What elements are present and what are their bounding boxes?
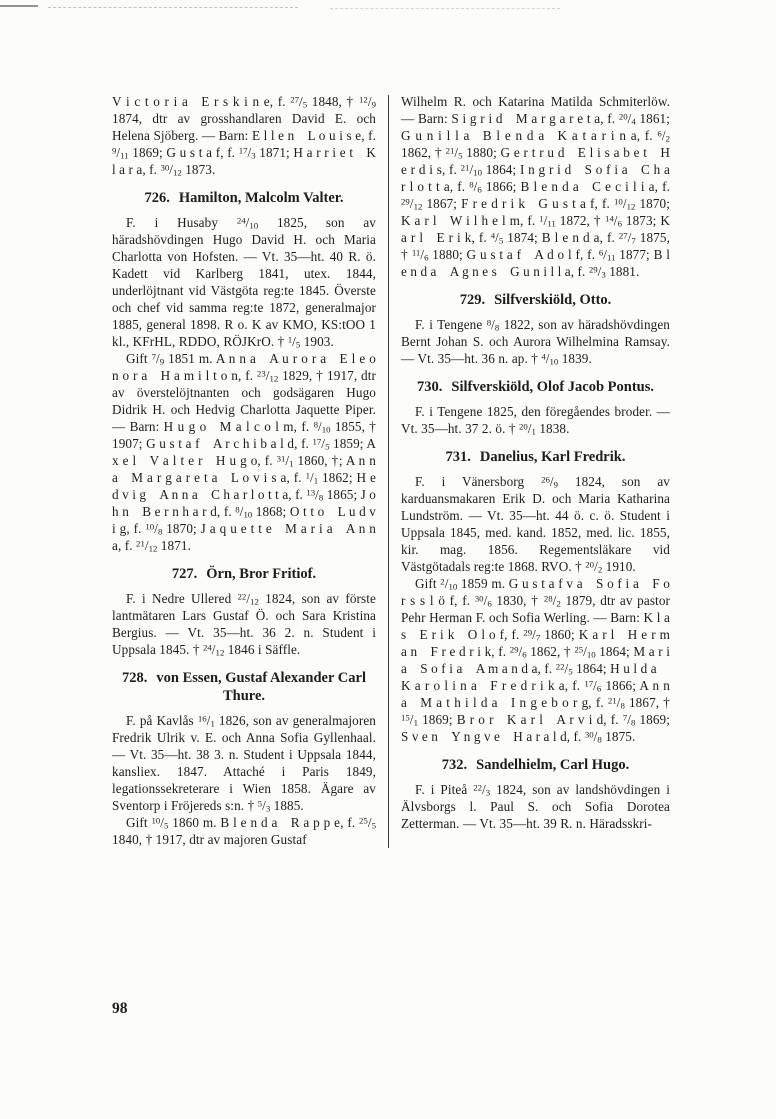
entry-number: 727. [171,566,198,582]
entry-number: 732. [441,757,468,773]
two-column-text [112,93,670,848]
entry-heading-727 [112,565,376,583]
entry-heading-731 [401,448,670,466]
scan-artifact-dash [0,5,38,7]
entry-paragraph: Gift $^7/_9$ 1851 m. A n n a A u r o r a E l e o n o r a H a m i l t o n, f. $^{23}/_{12}$ 1829, † 1917, dtr av överstelöjtnanten och godsägaren Hugo Didrik H. och Hedvig Charlotta Jaquette Piper. — Barn: H u g o M a l c o l m, f. $^8/_{10}$ 1855, † 1907; G u s t a f A r c h i b a l d, f. $^{17}/_5$ 1859; A x e l V a l t e r H u g o, f. $^{31}/_1$ 1860, †; A n n a M a r g a r e t a L o v i s a, f. $^1/_1$ 1862; H e d v i g A n n a C h a r l o t t a, f. $^{13}/_8$ 1865; J o h n B e r n h a r d, f. $^8/_{10}$ 1868; O t t o L u d v i g, f. $^{10}/_8$ 1870; J a q u e t t e M a r i a A n n a, f. $^{21}/_{12}$ 1871. [112,351,377,554]
page-number: 98 [112,1000,128,1017]
entry-paragraph: Gift $^{10}/_5$ 1860 m. B l e n d a R a p p e, f. $^{25}/_5$ 1840, † 1917, dtr av majoren Gustaf [112,815,376,847]
entry-title: Danelius, Karl Fredrik. [479,449,626,465]
entry-paragraph: F. i Nedre Ullered $^{22}/_{12}$ 1824, son av förste lantmätaren Lars Gustaf Ö. och Sara Kristina Bergius. — Vt. 35—ht. 36 2. n. Student i Uppsala 1845. † $^{24}/_{12}$ 1846 i Säffle. [112,591,376,658]
entry-title: Silfverskiöld, Olof Jacob Pontus. [451,379,654,395]
entry-paragraph: F. på Kavlås $^{16}/_1$ 1826, son av generalmajoren Fredrik Ulrik v. E. och Anna Sofia Gyllenhaal. — Vt. 35—ht. 38 3. n. Student i Uppsala 1844, kansliex. 1847. Attaché i Paris 1849, legationssekreterare i Wien 1858. Ägare av Sventorp i Fröjereds s:n. † $^5/_3$ 1885. [112,713,376,814]
entry-number: 730. [417,379,443,395]
entry-number: 731. [445,449,471,465]
entry-title: von Essen, Gustaf Alexander Carl Thure. [156,670,366,704]
entry-paragraph: F. i Piteå $^{22}/_3$ 1824, son av landshövdingen i Älvsborgs l. Paul S. och Sofia Dorotea Zetterman. — Vt. 35—ht. 39 R. n. Häradsskri- [401,782,670,831]
entry-paragraph: Gift $^2/_{10}$ 1859 m. G u s t a f v a S o f i a F o r s s l ö f, f. $^{30}/_6$ 1830, † $^{28}/_2$ 1879, dtr av pastor Pehr Herman F. och Sofia Werling. — Barn: K l a s E r i k O l o f, f. $^{29}/_7$ 1860; K a r l H e r m a n F r e d r i k, f. $^{29}/_6$ 1862, † $^{25}/_{10}$ 1864; M a r i a S o f i a A m a n d a, f. $^{22}/_5$ 1864; H u l d a K a r o l i n a F r e d r i k a, f. $^{17}/_6$ 1866; A n n a M a t h i l d a I n g e b o r g, f. $^{21}/_8$ 1867, † $^{15}/_1$ 1869; B r o r K a r l A r v i d, f. $^7/_8$ 1869; S v e n Y n g v e H a r a l d, f. $^{30}/_8$ 1875. [401,576,671,745]
entry-paragraph: F. i Vänersborg $^{26}/_9$ 1824, son av karduansmakaren Erik D. och Maria Katharina Lundström. — Vt. 35—ht. 44 ö. c. ö. Student i Uppsala 1845, med. kand. 1852, med. lic. 1855, kir. mag. 1856. Regementsläkare vid Västgötadals reg:te 1868. RVO. † $^{20}/_2$ 1910. [401,474,670,575]
entry-heading-732 [401,756,670,774]
entry-heading-729 [401,291,670,309]
scan-artifact-line [330,8,560,9]
left-column [112,93,376,848]
right-column [401,93,670,848]
entry-paragraph: F. i Husaby $^{24}/_{10}$ 1825, son av häradshövdingen Hugo David H. och Maria Charlotta von Hofsten. — Vt. 35—ht. 40 R. ö. Kadett vid Karlberg 1841, utex. 1844, underlöjtnant vid Västgöta reg:te 1845. Överste och chef vid samma reg:te 1872, generalmajor 1885, general 1898. R o. K av KMO, KS:tOO 1 kl., KFrHL, RDDO, RÖJKrO. † $^1/_5$ 1903. [112,215,376,350]
entry-number: 726. [144,190,170,206]
entry-paragraph: F. i Tengene $^8/_8$ 1822, son av häradshövdingen Bernt Johan S. och Aurora Wilhelmina Ramsay. — Vt. 35—ht. 36 n. ap. † $^4/_{10}$ 1839. [401,317,670,367]
entry-title: Hamilton, Malcolm Valter. [178,190,344,206]
entry-number: 728. [122,670,148,686]
entry-title: Sandelhielm, Carl Hugo. [476,757,630,773]
entry-heading-728 [112,669,376,705]
entry-title: Örn, Bror Fritiof. [206,566,317,582]
scan-artifact-line [48,7,298,8]
column-divider-rule [388,95,389,848]
entry-heading-730 [401,378,670,396]
entry-number: 729. [459,292,486,308]
entry-title: Silfverskiöld, Otto. [494,292,612,308]
entry-paragraph-continuation: V i c t o r i a E r s k i n e, f. $^{27}/_5$ 1848, † $^{12}/_9$ 1874, dtr av grosshandlaren David E. och Helena Sjöberg. — Barn: E l l e n L o u i s e, f. $^9/_{11}$ 1869; G u s t a f, f. $^{17}/_3$ 1871; H a r r i e t K l a r a, f. $^{30}/_{12}$ 1873. [112,94,377,178]
entry-paragraph: F. i Tengene 1825, den föregåendes broder. — Vt. 35—ht. 37 2. ö. † $^{20}/_1$ 1838. [401,404,670,437]
entry-paragraph-continuation: Wilhelm R. och Katarina Matilda Schmiterlöw. — Barn: S i g r i d M a r g a r e t a, f. $^{20}/_4$ 1861; G u n i l l a B l e n d a K a t a r i n a, f. $^6/_2$ 1862, † $^{21}/_5$ 1880; G e r t r u d E l i s a b e t H e r d i s, f. $^{21}/_{10}$ 1864; I n g r i d S o f i a C h a r l o t t a, f. $^8/_6$ 1866; B l e n d a C e c i l i a, f. $^{29}/_{12}$ 1867; F r e d r i k G u s t a f, f. $^{10}/_{12}$ 1870; K a r l W i l h e l m, f. $^1/_{11}$ 1872, † $^{14}/_6$ 1873; K a r l E r i k, f. $^4/_5$ 1874; B l e n d a, f. $^{27}/_7$ 1875, † $^{11}/_6$ 1880; G u s t a f A d o l f, f. $^6/_{11}$ 1877; B l e n d a A g n e s G u n i l l a, f. $^{29}/_3$ 1881. [401,94,670,280]
entry-heading-726 [112,189,376,207]
